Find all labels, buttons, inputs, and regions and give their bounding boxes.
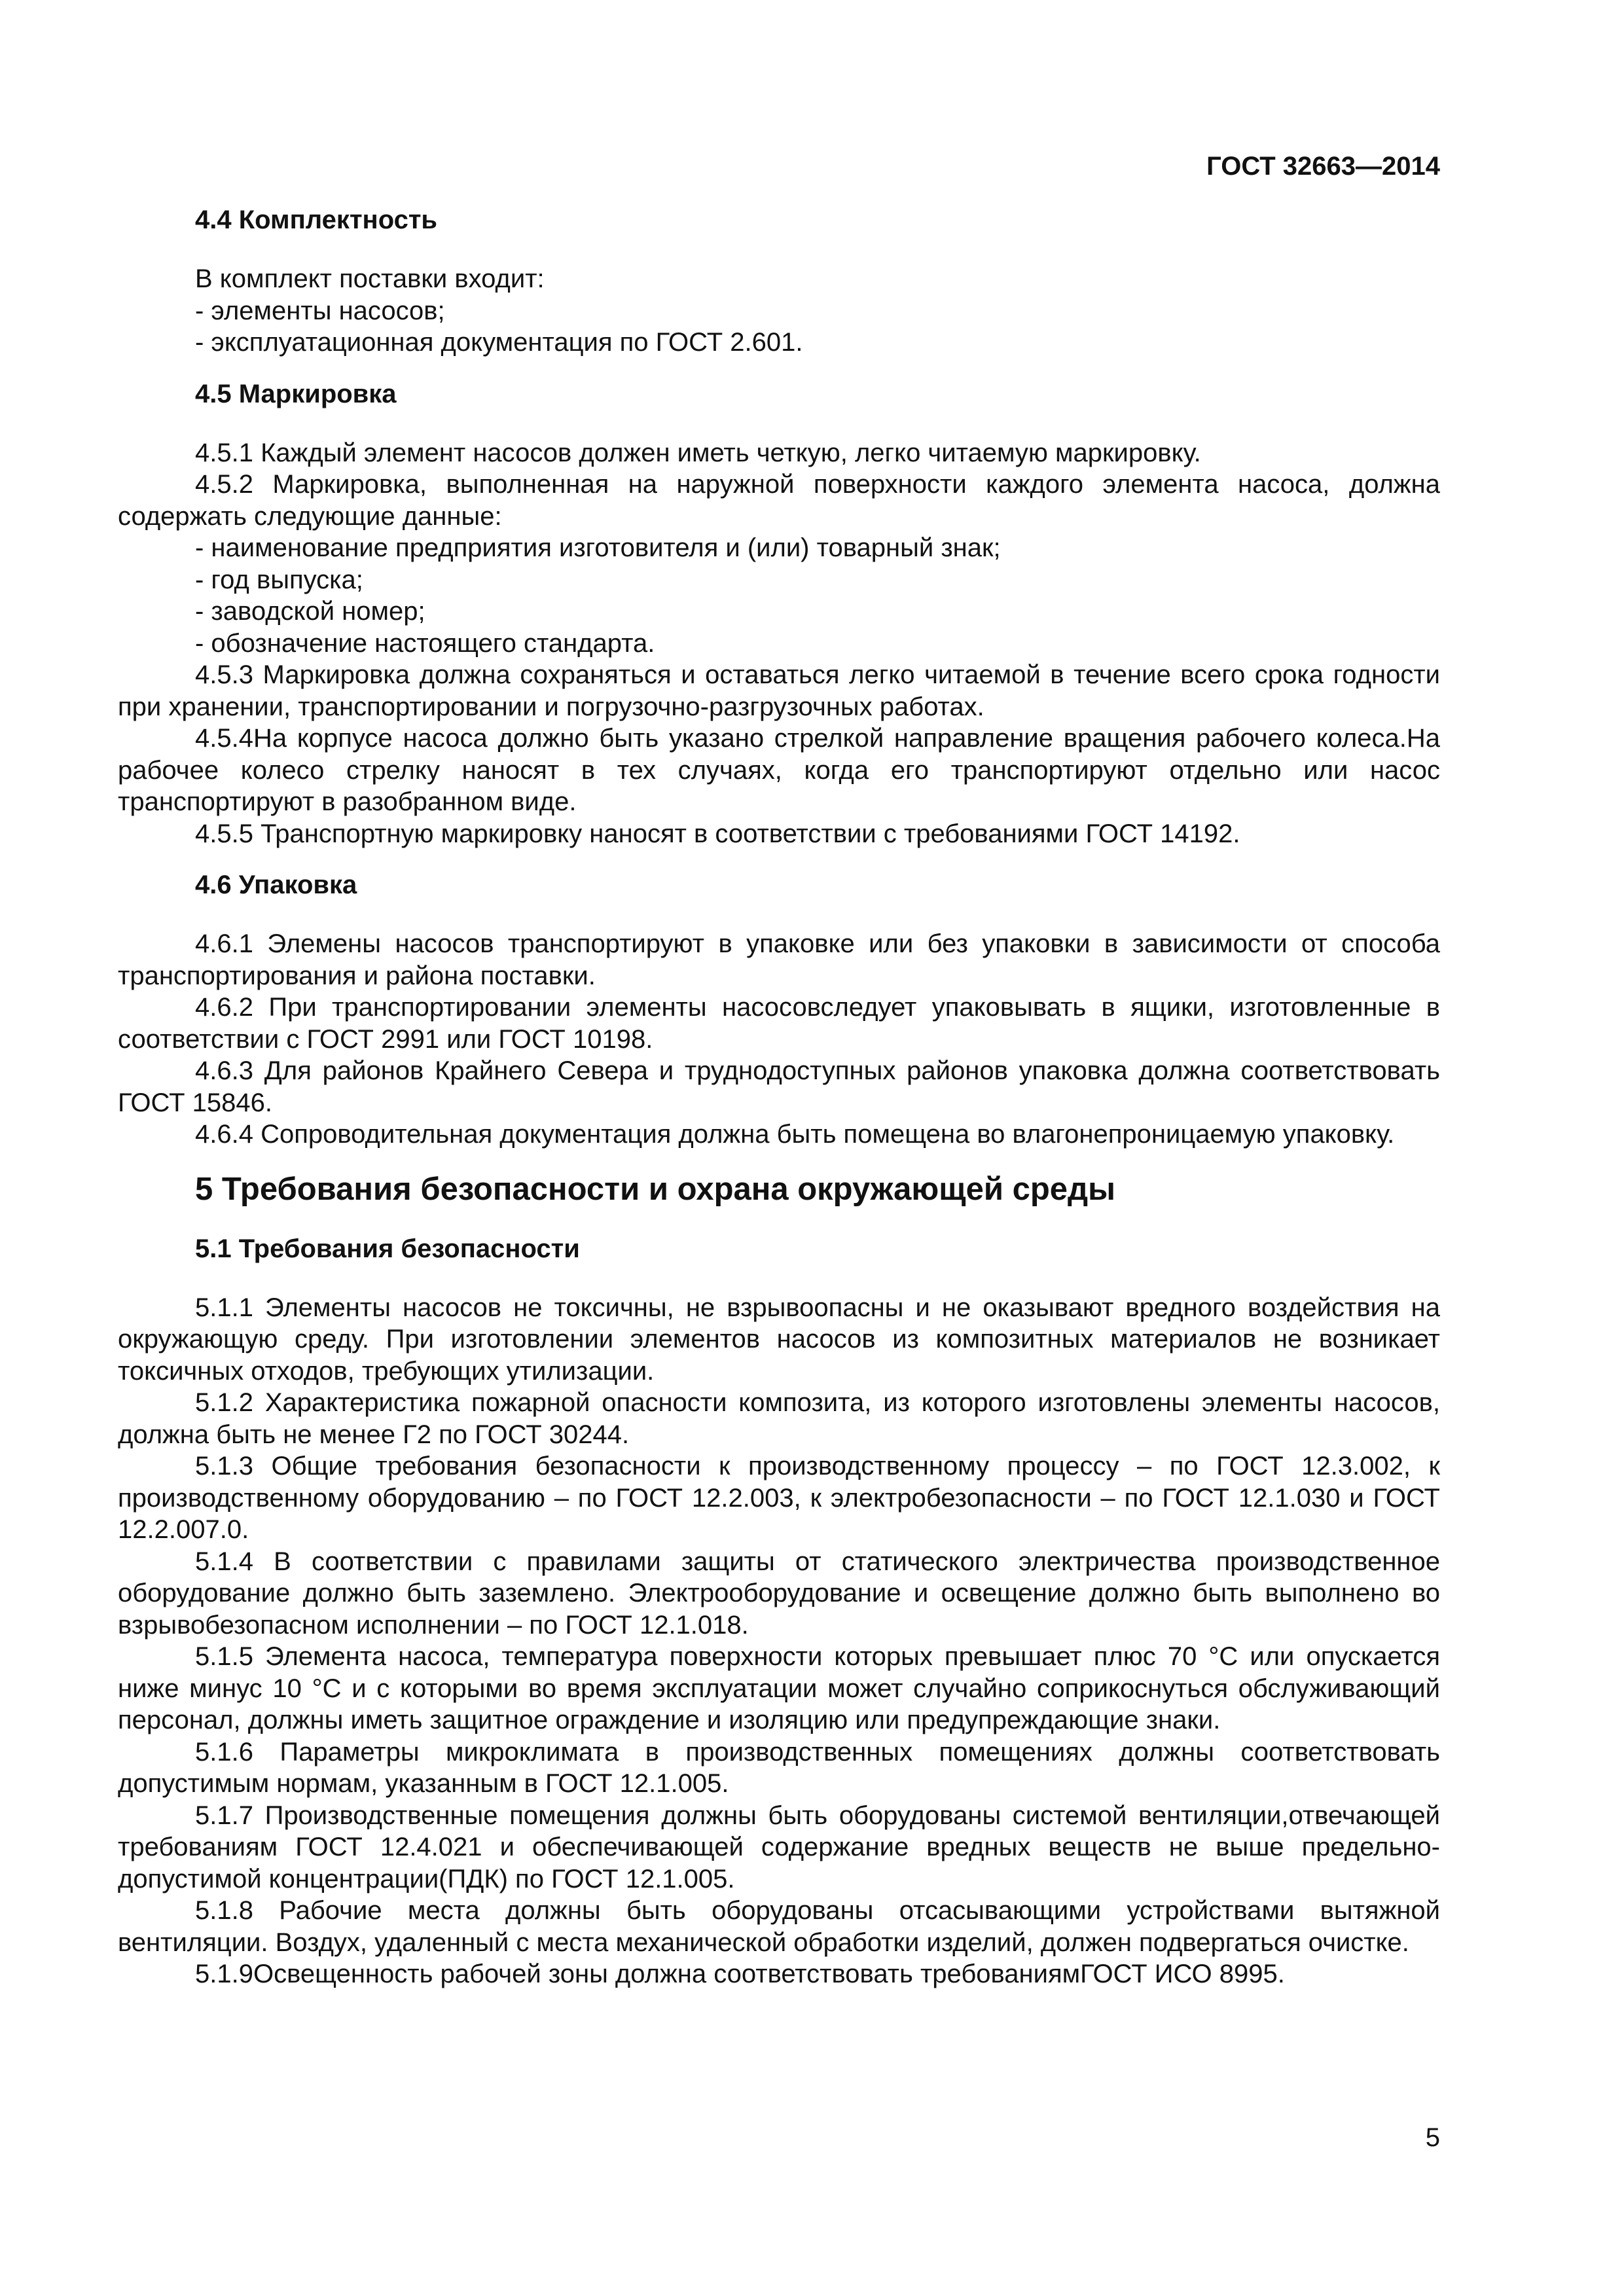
heading-4-4: 4.4 Комплектность xyxy=(195,206,438,234)
list-item: - элементы насосов; xyxy=(195,296,445,325)
document-page xyxy=(118,151,1440,2232)
section-4-5-body xyxy=(118,437,1440,850)
list-item: - заводской номер; xyxy=(195,597,425,626)
paragraph-5-1-4: 5.1.4 В соответствии с правилами защиты от статического электричества производственное оборудование должно быть заземлено. Электрооборудование и освещение должно быть выполнено во взрывобезопасном исполнении – по ГОСТ 12.1.018. xyxy=(118,1547,1440,1640)
list-item: - год выпуска; xyxy=(195,565,363,594)
paragraph-5-1-7: 5.1.7 Производственные помещения должны быть оборудованы системой вентиляции,отвечающей требованиям ГОСТ 12.4.021 и обеспечивающей содержание вредных веществ не выше предельно-допустимой концентрации(ПДК) по ГОСТ 12.1.005. xyxy=(118,1801,1440,1893)
paragraph-4-6-4: 4.6.4 Сопроводительная документация должна быть помещена во влагонепроницаемую упаковку. xyxy=(195,1120,1395,1149)
paragraph-4-5-4: 4.5.4На корпусе насоса должно быть указано стрелкой направление вращения рабочего колеса.На рабочее колесо стрелку наносят в тех случаях, когда его транспортируют отдельно или насос транспортируют в разобранном виде. xyxy=(118,724,1440,816)
paragraph-5-1-6: 5.1.6 Параметры микроклимата в производственных помещениях должны соответствовать допустимым нормам, указанным в ГОСТ 12.1.005. xyxy=(118,1737,1440,1798)
heading-5-1: 5.1 Требования безопасности xyxy=(195,1234,580,1263)
paragraph-4-6-1: 4.6.1 Элемены насосов транспортируют в упаковке или без упаковки в зависимости от способа транспортирования и района поставки. xyxy=(118,929,1440,990)
paragraph-4-5-1: 4.5.1 Каждый элемент насосов должен иметь четкую, легко читаемую маркировку. xyxy=(195,438,1201,467)
paragraph-4-6-3: 4.6.3 Для районов Крайнего Севера и труднодоступных районов упаковка должна соответствовать ГОСТ 15846. xyxy=(118,1056,1440,1117)
section-4-6-body xyxy=(118,928,1440,1151)
heading-section-5: 5 Требования безопасности и охрана окружающей среды xyxy=(195,1171,1115,1207)
list-intro: В комплект поставки входит: xyxy=(195,264,545,293)
paragraph-4-5-3: 4.5.3 Маркировка должна сохраняться и оставаться легко читаемой в течение всего срока годности при хранении, транспортировании и погрузочно-разгрузочных работах. xyxy=(118,660,1440,721)
document-code: ГОСТ 32663—2014 xyxy=(1206,152,1440,181)
paragraph-4-5-2: 4.5.2 Маркировка, выполненная на наружной поверхности каждого элемента насоса, должна содержать следующие данные: xyxy=(118,470,1440,531)
paragraph-5-1-1: 5.1.1 Элементы насосов не токсичны, не взрывоопасны и не оказывают вредного воздействия на окружающую среду. При изготовлении элементов насосов из композитных материалов не возникает токсичных отходов, требующих утилизации. xyxy=(118,1293,1440,1386)
list-item: - эксплуатационная документация по ГОСТ 2.601. xyxy=(195,328,803,357)
paragraph-4-6-2: 4.6.2 При транспортировании элементы насосовследует упаковывать в ящики, изготовленные в соответствии с ГОСТ 2991 или ГОСТ 10198. xyxy=(118,993,1440,1054)
section-4-4-body xyxy=(118,263,1440,359)
list-item: - наименование предприятия изготовителя и (или) товарный знак; xyxy=(195,533,1001,562)
paragraph-5-1-5: 5.1.5 Элемента насоса, температура поверхности которых превышает плюс 70 °С или опускается ниже минус 10 °С и с которыми во время эксплуатации может случайно соприкоснуться обслуживающий персонал, должны иметь защитное ограждение и изоляцию или предупреждающие знаки. xyxy=(118,1642,1440,1734)
list-item: - обозначение настоящего стандарта. xyxy=(195,628,655,658)
paragraph-5-1-3: 5.1.3 Общие требования безопасности к производственному процессу – по ГОСТ 12.3.002, к производственному оборудованию – по ГОСТ 12.2.003, к электробезопасности – по ГОСТ 12.1.030 и ГОСТ 12.2.007.0. xyxy=(118,1452,1440,1544)
heading-4-6: 4.6 Упаковка xyxy=(195,870,357,899)
heading-4-5: 4.5 Маркировка xyxy=(195,379,397,408)
page-number: 5 xyxy=(1425,2123,1440,2152)
section-5-1-body xyxy=(118,1292,1440,1990)
paragraph-5-1-2: 5.1.2 Характеристика пожарной опасности композита, из которого изготовлены элементы насосов, должна быть не менее Г2 по ГОСТ 30244. xyxy=(118,1388,1440,1449)
paragraph-5-1-8: 5.1.8 Рабочие места должны быть оборудованы отсасывающими устройствами вытяжной вентиляции. Воздух, удаленный с места механической обработки изделий, должен подвергаться очистке. xyxy=(118,1896,1440,1957)
paragraph-4-5-5: 4.5.5 Транспортную маркировку наносят в соответствии с требованиями ГОСТ 14192. xyxy=(195,819,1240,848)
paragraph-5-1-9: 5.1.9Освещенность рабочей зоны должна соответствовать требованиямГОСТ ИСО 8995. xyxy=(195,1960,1285,1988)
